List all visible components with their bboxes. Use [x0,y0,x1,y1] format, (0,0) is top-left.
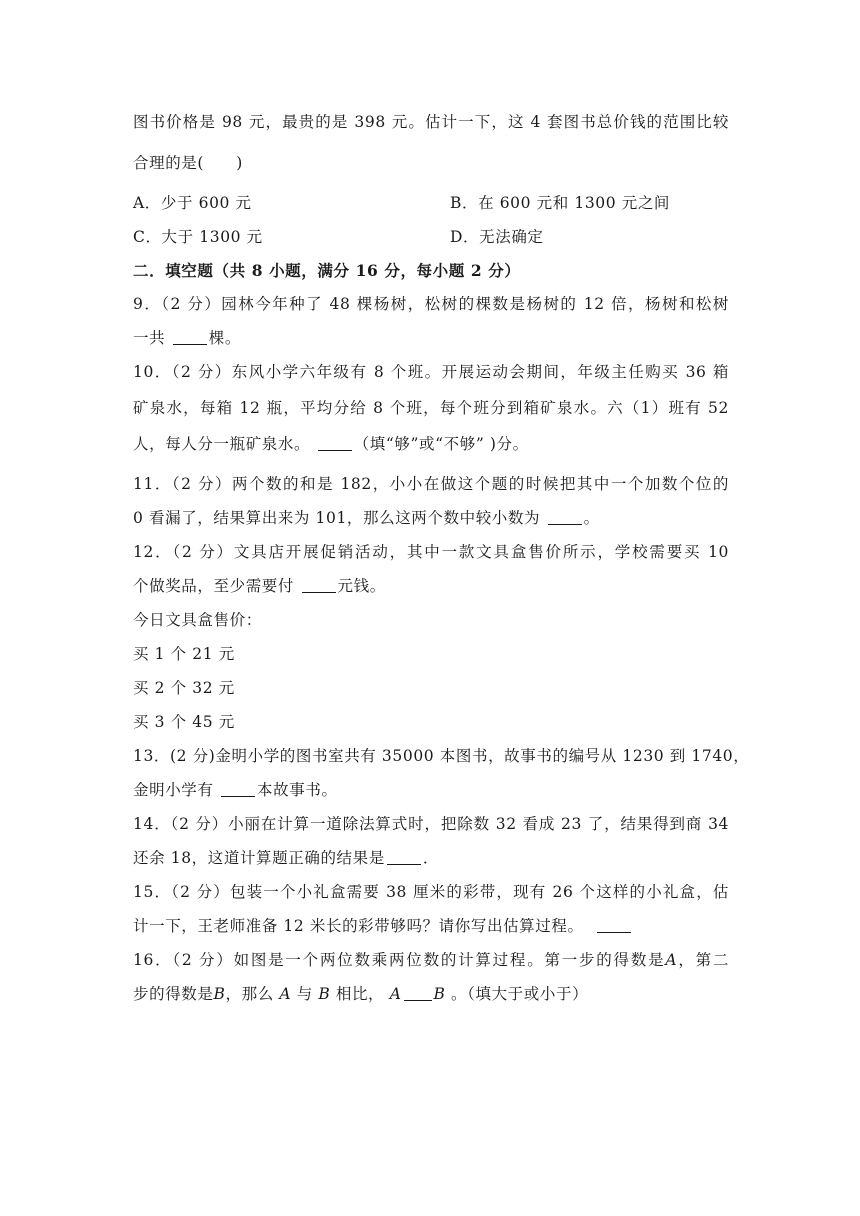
q8-option-b: B．在 600 元和 1300 元之间 [450,194,671,212]
q11-text-post: 。 [583,509,600,527]
q16-text-pre: 16．（2 分）如图是一个两位数乘两位数的计算过程。第一步的得数是 [133,951,666,969]
q14-text-post: ． [422,849,439,867]
q9-text-post: 棵。 [208,329,241,347]
q14-line-1: 14．（2 分）小丽在计算一道除法算式时，把除数 32 看成 23 了，结果得到商 34 [133,815,729,833]
q16-var-a-3: A [389,985,402,1003]
q12-text-post: 元钱。 [337,577,386,595]
q16-var-a-2: A [279,985,292,1003]
q14-answer-blank[interactable] [387,849,421,865]
q12-line-1: 12．（2 分）文具店开展促销活动，其中一款文具盒售价所示，学校需要买 10 [133,543,729,561]
q10-line-1: 10．（2 分）东风小学六年级有 8 个班。开展运动会期间，年级主任购买 36 箱 [133,363,729,381]
q9-text-pre: 一共 [133,329,166,347]
q12-price-2: 买 2 个 32 元 [133,679,235,697]
q10-line-3 [133,432,529,454]
q9-answer-blank[interactable] [173,329,207,345]
q8-line-2: 合理的是( ) [133,154,243,172]
q12-answer-blank[interactable] [302,577,336,593]
q16-answer-blank[interactable] [404,985,432,1001]
q16-var-b-3: B [433,985,446,1003]
q13-line-2 [133,778,338,800]
q8-option-d: D．无法确定 [450,228,544,246]
q15-text: 计一下，王老师准备 12 米长的彩带够吗？请你写出估算过程。 [133,917,584,935]
q11-text-pre: 0 看漏了，结果算出来为 101，那么这两个数中较小数为 [133,509,541,527]
q12-price-1: 买 1 个 21 元 [133,645,235,663]
q14-text-pre: 还余 18，这道计算题正确的结果是 [133,849,385,867]
q13-text-pre: 金明小学有 [133,781,214,799]
q12-price-3: 买 3 个 45 元 [133,713,235,731]
q12-price-title: 今日文具盒售价： [133,611,262,629]
q9-line-2 [133,326,241,348]
q16-line-1 [133,948,729,970]
q16-line2-mid1: ，那么 [225,985,274,1003]
q8-line-1: 图书价格是 98 元，最贵的是 398 元。估计一下，这 4 套图书总价钱的范围比较 [133,113,729,131]
q16-line2-mid3: 相比， [335,985,385,1003]
q12-text-pre: 个做奖品，至少需要付 [133,577,295,595]
q13-text-post: 本故事书。 [257,781,338,799]
q16-var-b-2: B [318,985,331,1003]
q8-option-a: A．少于 600 元 [133,194,252,212]
q16-text-post: ，第二 [677,951,729,969]
q16-line2-pre: 步的得数是 [133,985,214,1003]
q16-line2-post: 。（填大于或小于） [451,985,589,1003]
q9-line-1: 9．（2 分）园林今年种了 48 棵杨树，松树的棵数是杨树的 12 倍，杨树和松树 [133,295,729,313]
q15-line-1: 15．（2 分）包装一个小礼盒需要 38 厘米的彩带，现有 26 个这样的小礼盒，估 [133,883,729,901]
q11-line-2 [133,506,600,528]
q8-option-c: C．大于 1300 元 [133,228,263,246]
section-heading: 二．填空题（共 8 小题，满分 16 分，每小题 2 分） [133,261,521,280]
q14-line-2 [133,846,439,868]
q10-line-2: 矿泉水，每箱 12 瓶，平均分给 8 个班，每个班分到箱矿泉水。六（1）班有 52 [133,399,729,417]
q11-answer-blank[interactable] [548,509,582,525]
q13-answer-blank[interactable] [221,781,255,797]
q16-var-b: B [213,985,226,1003]
q10-text-pre: 人，每人分一瓶矿泉水。 [133,435,311,453]
q15-answer-blank[interactable] [597,917,631,933]
q13-line-1: 13．(2 分)金明小学的图书室共有 35000 本图书，故事书的编号从 1230 到 1740， [133,747,750,765]
q16-line2-mid2: 与 [296,985,313,1003]
q16-var-a: A [665,951,678,969]
q16-line-2 [133,982,588,1004]
q15-line-2 [133,914,633,936]
q12-line-2 [133,574,386,596]
q10-answer-blank[interactable] [318,435,352,451]
q10-text-post: （填“够”或“不够” )分。 [353,435,529,453]
q11-line-1: 11．（2 分）两个数的和是 182，小小在做这个题的时候把其中一个加数个位的 [133,475,729,493]
